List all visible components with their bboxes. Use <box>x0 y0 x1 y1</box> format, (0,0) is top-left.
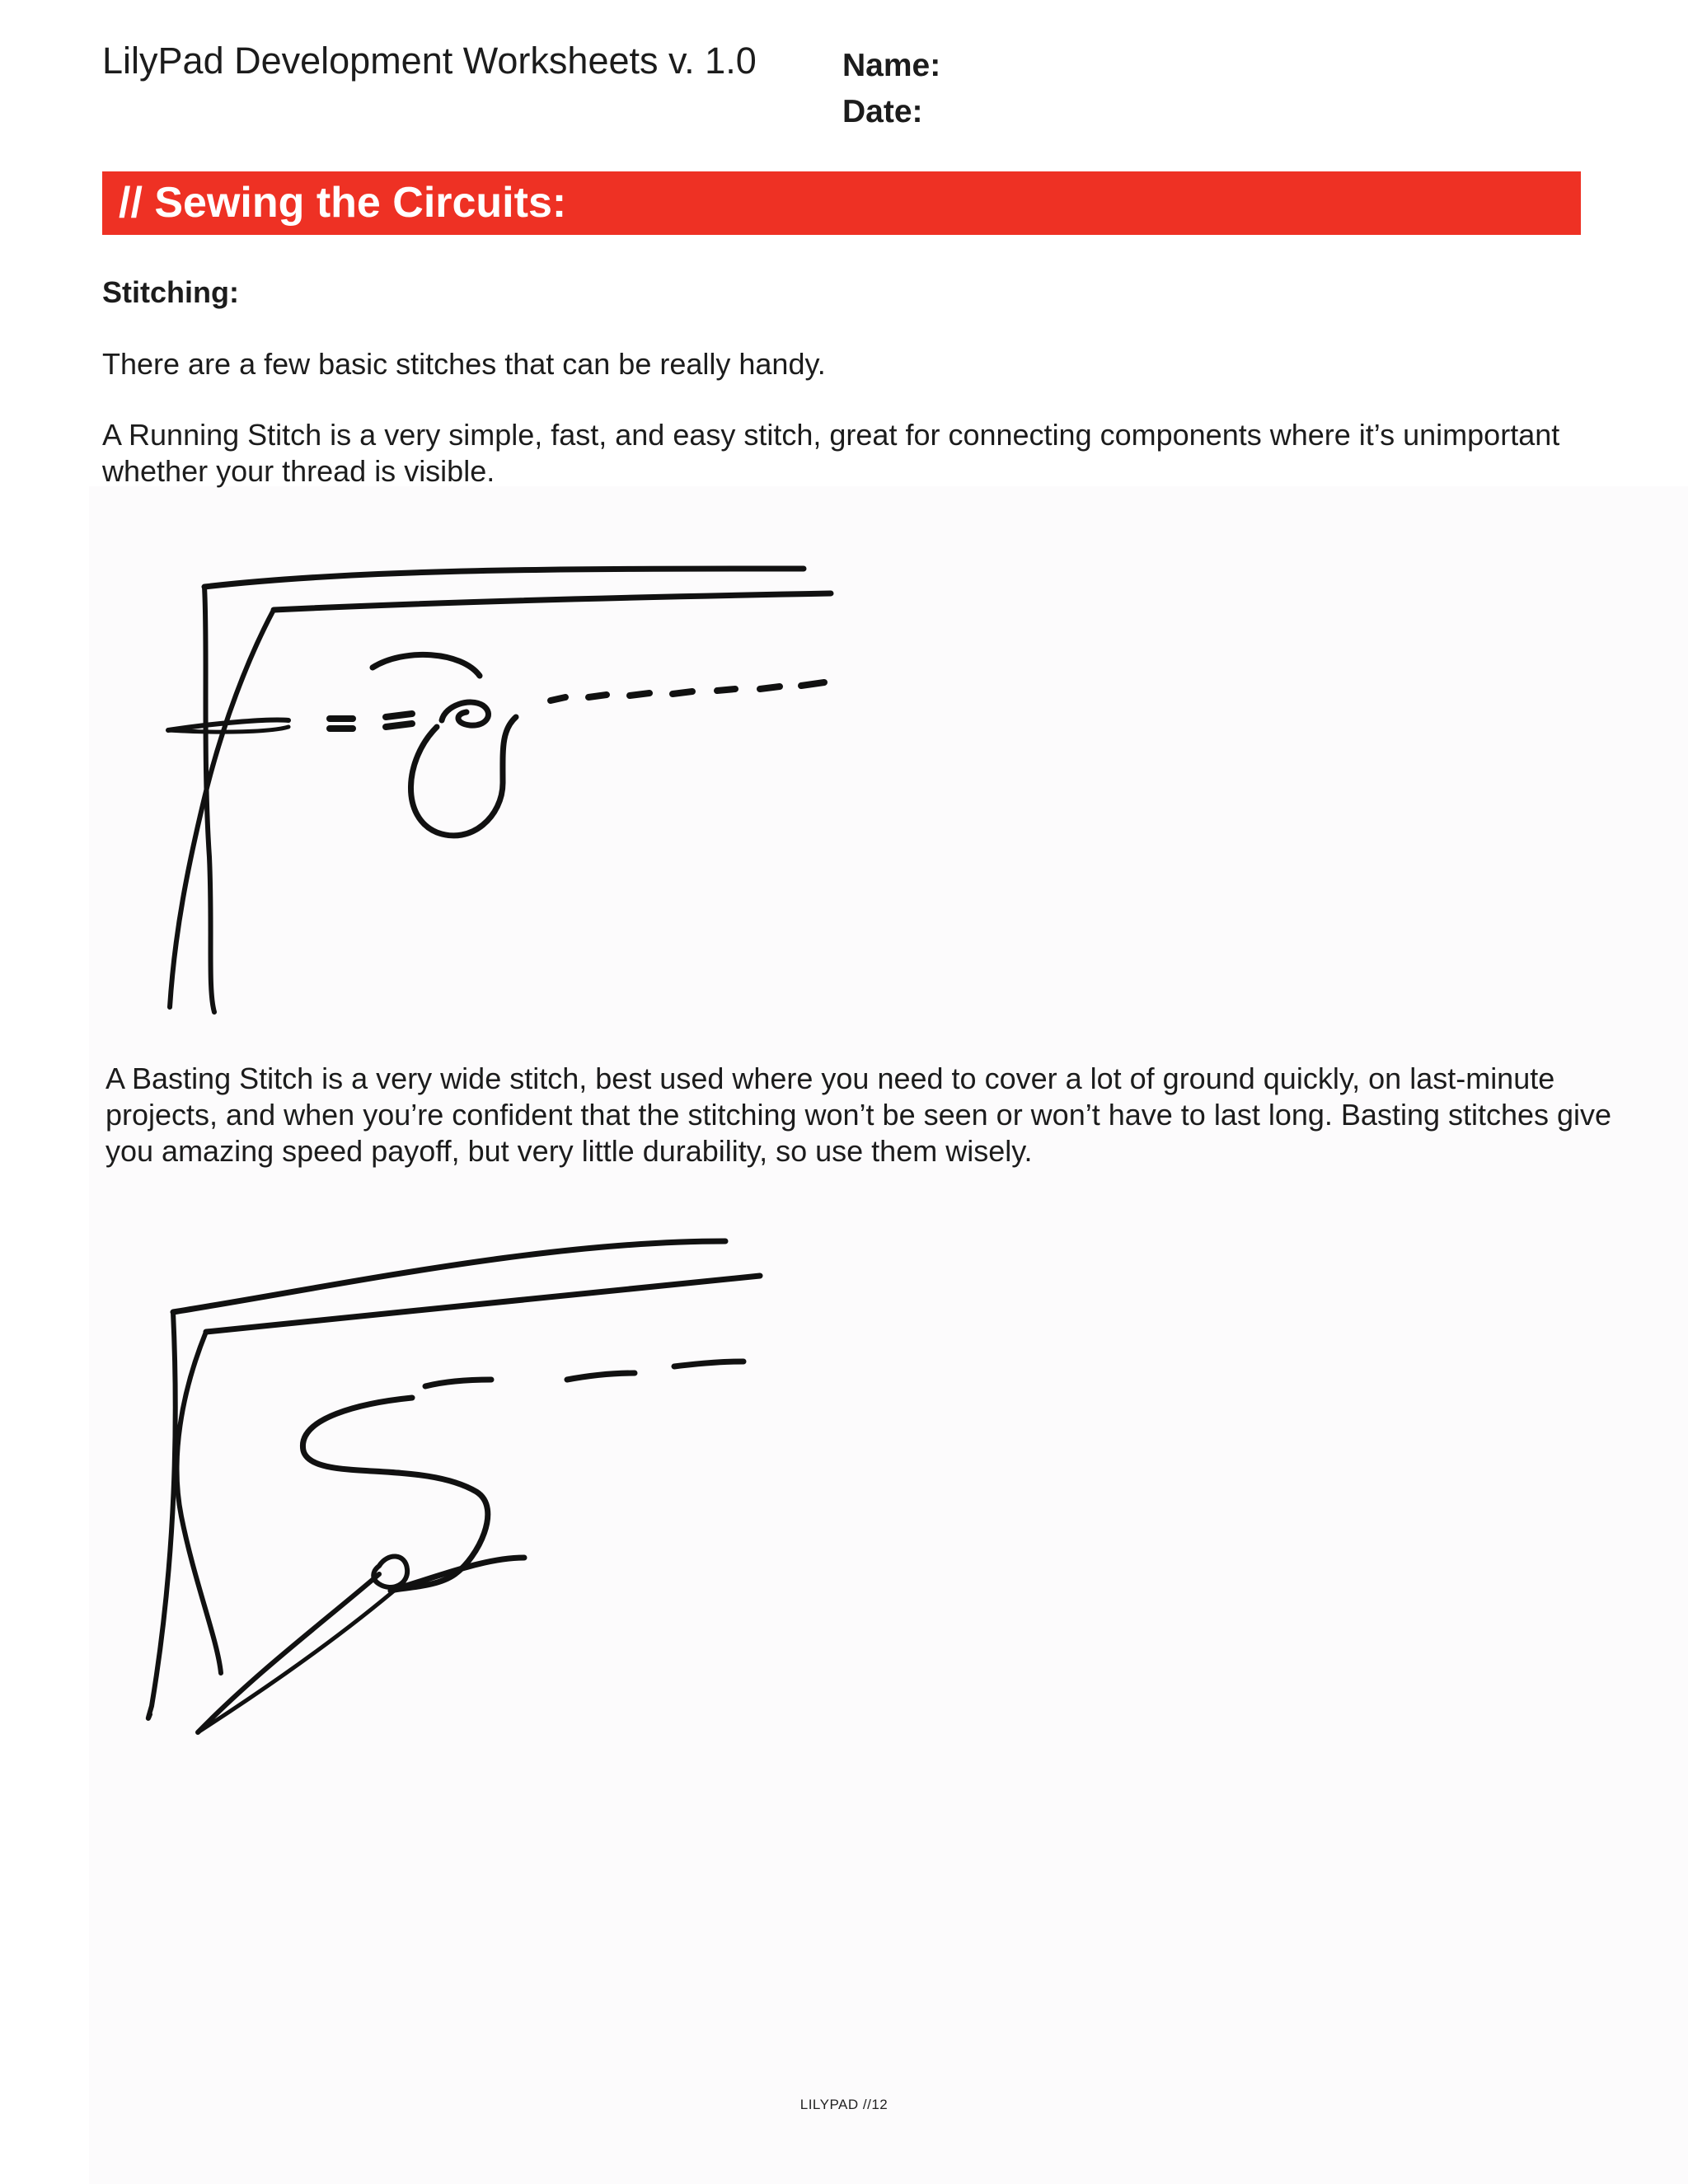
intro-paragraph: There are a few basic stitches that can be really handy. <box>102 347 826 381</box>
name-label: Name: <box>842 48 941 83</box>
running-stitch-paragraph: A Running Stitch is a very simple, fast, and easy stitch, great for connecting components where it’s unimportant whether your thread is visible. <box>102 418 1560 488</box>
section-banner: // Sewing the Circuits: <box>102 171 1581 235</box>
page-footer: LILYPAD //12 <box>799 2097 889 2112</box>
basting-stitch-paragraph: A Basting Stitch is a very wide stitch, best used where you need to cover a lot of ground quickly, on last-minute projects, and when you’re confident that the stitching won’t be seen or won’t have to last long. Basting stitches give you amazing speed payoff, but very little durability, so use them wisely. <box>106 1062 1612 1168</box>
document-title: LilyPad Development Worksheets v. 1.0 <box>102 40 757 82</box>
name-date-block <box>842 43 940 135</box>
basting-stitch-illustration <box>132 1212 791 1755</box>
date-label: Date: <box>842 94 923 129</box>
stitching-heading: Stitching: <box>102 275 239 309</box>
running-stitch-illustration <box>157 544 865 1038</box>
